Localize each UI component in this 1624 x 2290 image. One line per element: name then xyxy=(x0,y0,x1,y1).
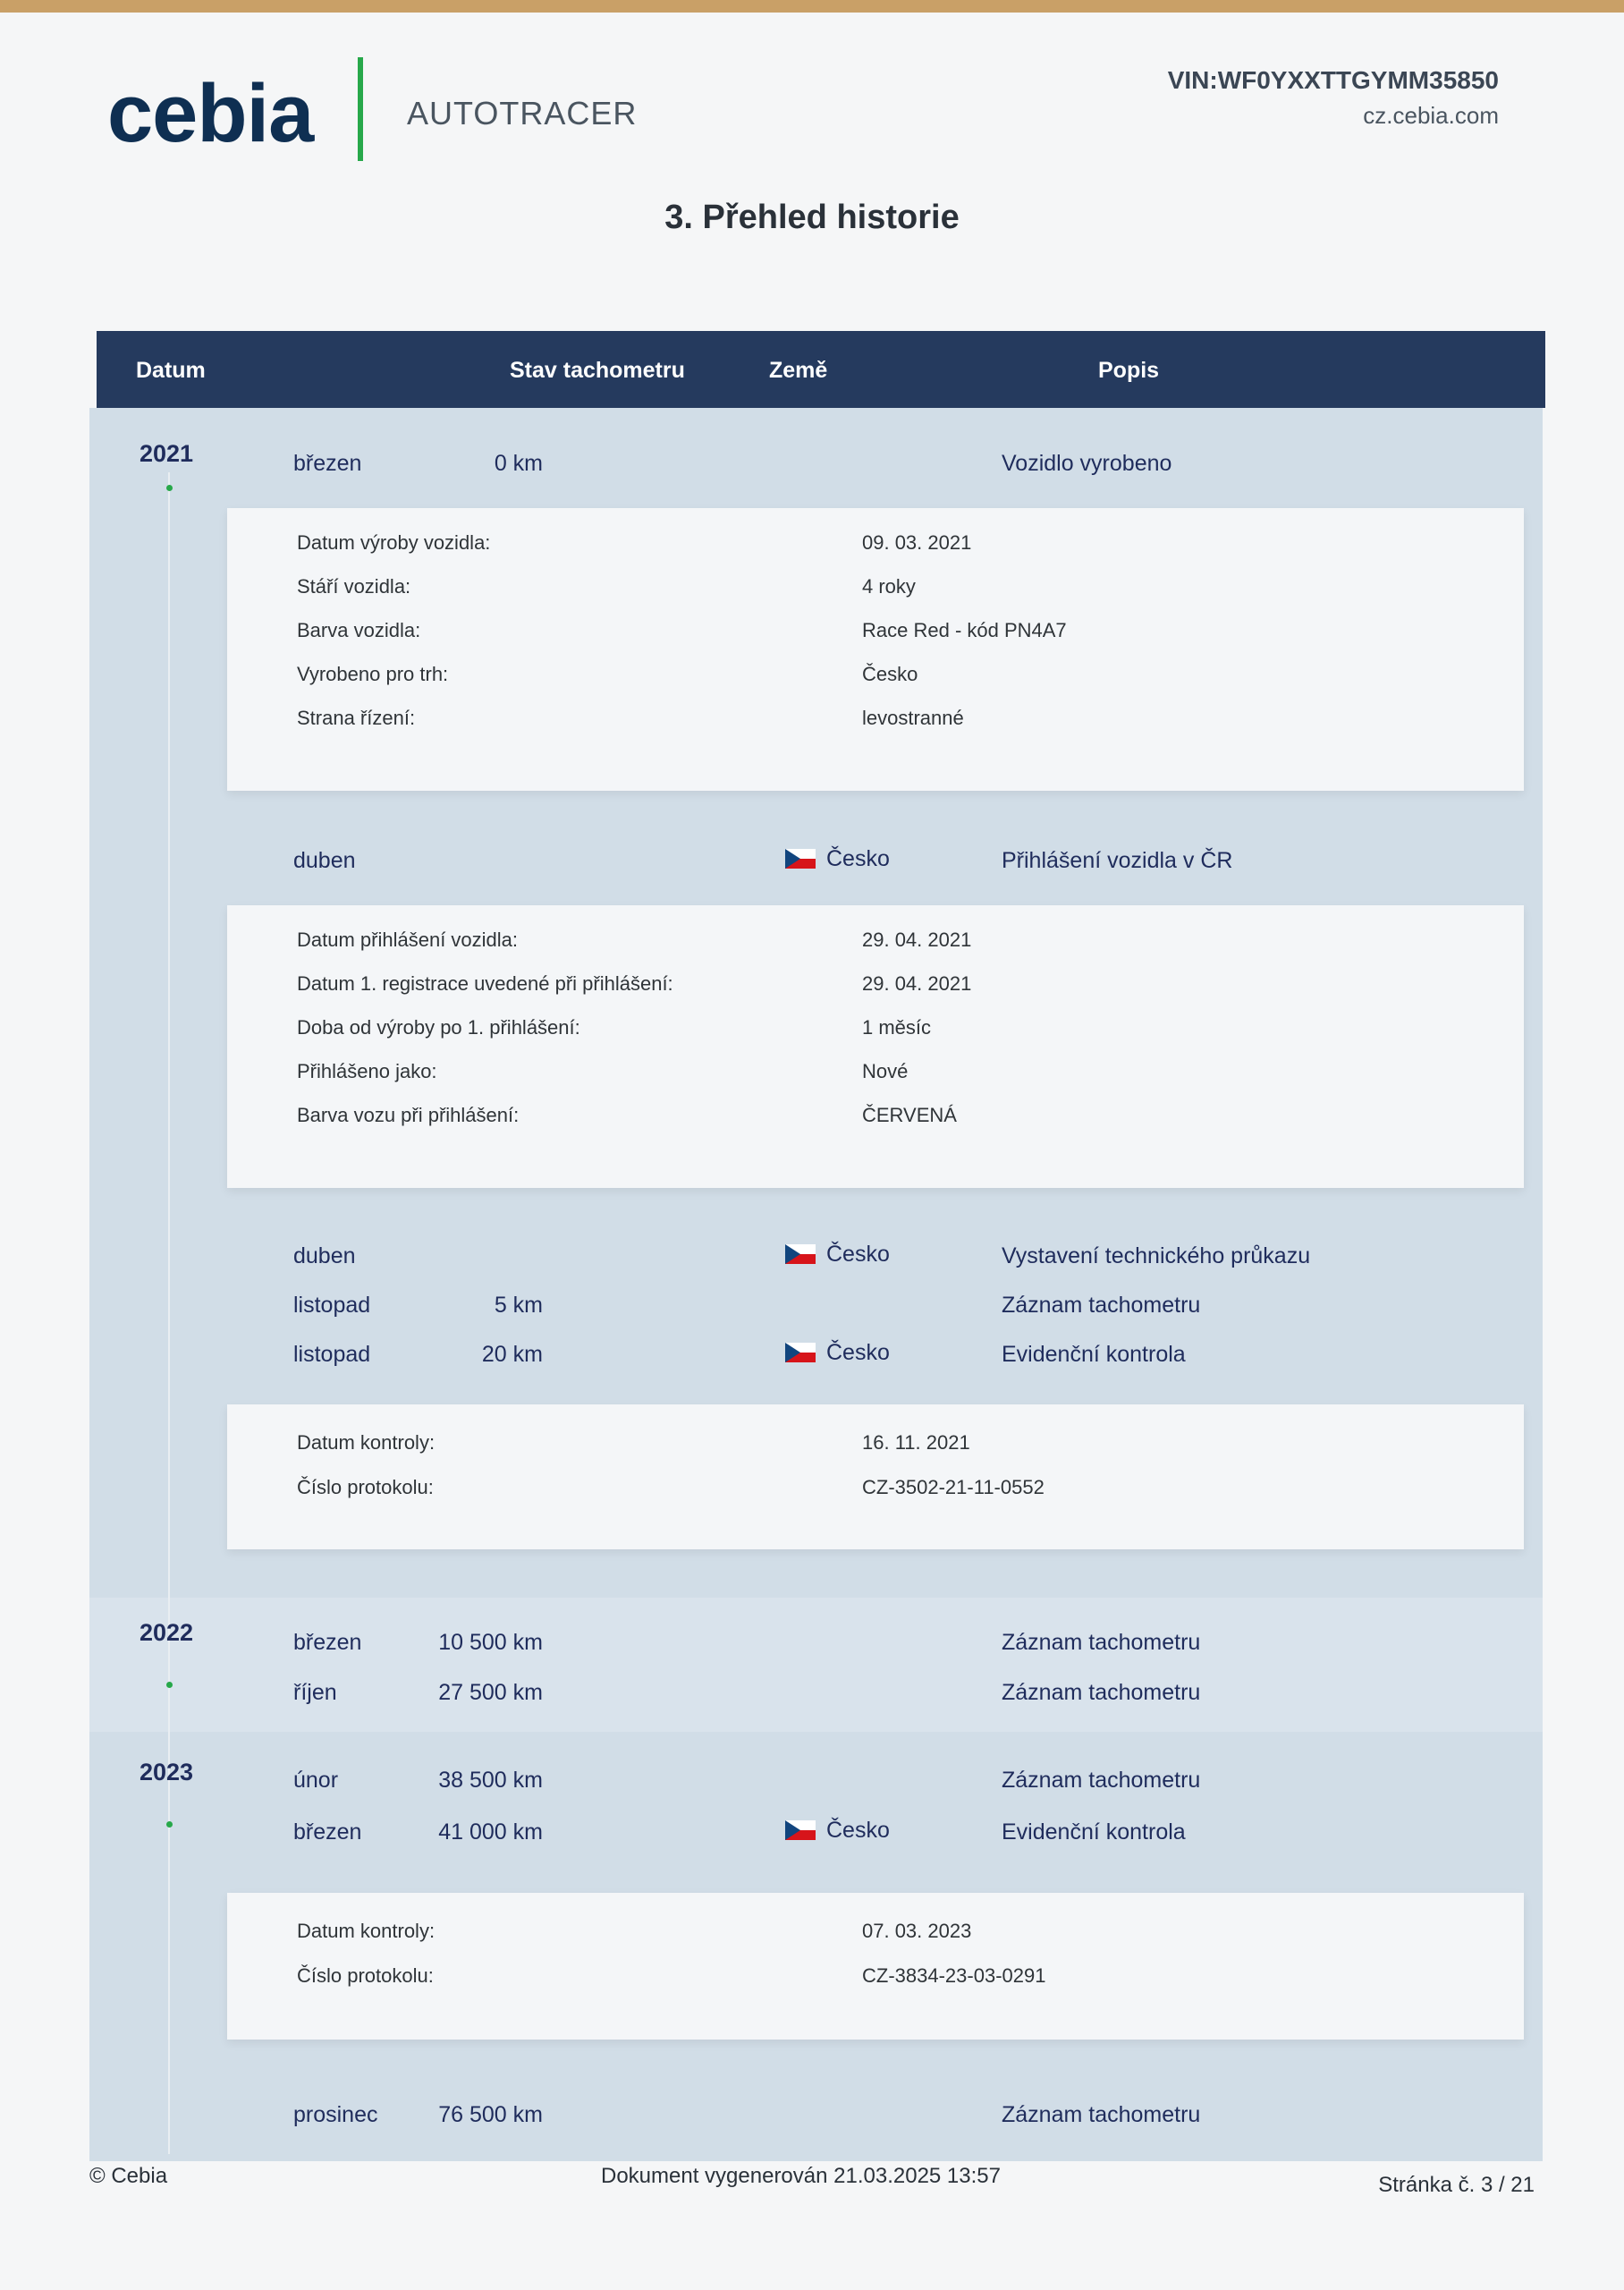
event-month: říjen xyxy=(293,1680,337,1705)
detail-key: Stáří vozidla: xyxy=(297,575,411,598)
country-name: Česko xyxy=(826,846,890,871)
history-row xyxy=(89,1760,1543,1800)
detail-value: 1 měsíc xyxy=(862,1016,932,1039)
detail-value: CZ-3502-21-11-0552 xyxy=(862,1476,1045,1498)
event-month: prosinec xyxy=(293,2102,378,2127)
site-url: cz.cebia.com xyxy=(1363,102,1499,129)
detail-row xyxy=(227,1016,1524,1052)
footer-page-number: Stránka č. 3 / 21 xyxy=(1378,2173,1535,2197)
detail-value: Nové xyxy=(862,1060,909,1082)
timeline-dot-icon xyxy=(166,485,173,491)
history-row xyxy=(89,444,1543,483)
detail-row xyxy=(227,1060,1524,1096)
event-country xyxy=(785,1818,890,1844)
event-description: Vozidlo vyrobeno xyxy=(1002,451,1172,476)
history-row xyxy=(89,1673,1543,1712)
event-odometer: 38 500 km xyxy=(438,1768,543,1793)
event-month: březen xyxy=(293,1630,362,1655)
detail-key: Datum kontroly: xyxy=(297,1431,436,1454)
event-country xyxy=(785,846,890,872)
event-description: Záznam tachometru xyxy=(1002,1768,1201,1793)
history-row xyxy=(89,1623,1543,1662)
event-odometer: 20 km xyxy=(481,1342,543,1367)
year-label-2022: 2022 xyxy=(140,1619,194,1646)
event-month: listopad xyxy=(293,1342,371,1367)
detail-value: 09. 03. 2021 xyxy=(862,531,972,554)
detail-key: Datum přihlášení vozidla: xyxy=(297,929,519,951)
product-name: AUTOTRACER xyxy=(407,95,638,131)
detail-registration xyxy=(227,905,1524,1188)
detail-row xyxy=(227,531,1524,567)
history-row xyxy=(89,1335,1543,1374)
event-odometer: 76 500 km xyxy=(438,2102,543,2127)
detail-inspection-2021 xyxy=(227,1404,1524,1549)
czech-flag-icon xyxy=(785,1244,816,1264)
detail-value: Česko xyxy=(862,663,918,685)
page-title: 3. Přehled historie xyxy=(664,199,960,236)
event-odometer: 41 000 km xyxy=(438,1819,543,1845)
detail-key: Datum výroby vozidla: xyxy=(297,531,491,554)
event-description: Záznam tachometru xyxy=(1002,1680,1201,1705)
detail-value: 29. 04. 2021 xyxy=(862,972,972,995)
column-description: Popis xyxy=(1098,358,1160,383)
event-month: duben xyxy=(293,848,356,873)
event-description: Přihlášení vozidla v ČR xyxy=(1002,848,1233,873)
czech-flag-icon xyxy=(785,849,816,869)
year-label-2021: 2021 xyxy=(140,440,194,467)
footer-copyright: © Cebia xyxy=(89,2164,168,2188)
detail-value: Race Red - kód PN4A7 xyxy=(862,619,1067,641)
country-name: Česko xyxy=(826,1340,890,1365)
history-row xyxy=(89,2095,1543,2134)
event-country xyxy=(785,1340,890,1366)
detail-row xyxy=(227,1964,1524,2000)
event-description: Záznam tachometru xyxy=(1002,2102,1201,2127)
history-table xyxy=(89,408,1543,2161)
detail-row xyxy=(227,1104,1524,1140)
detail-key: Strana řízení: xyxy=(297,707,416,729)
detail-inspection-2023 xyxy=(227,1893,1524,2040)
detail-row xyxy=(227,1431,1524,1467)
detail-row xyxy=(227,707,1524,742)
detail-row xyxy=(227,1920,1524,1955)
event-description: Evidenční kontrola xyxy=(1002,1819,1186,1845)
event-month: březen xyxy=(293,451,362,476)
detail-key: Přihlášeno jako: xyxy=(297,1060,437,1082)
event-month: listopad xyxy=(293,1293,371,1318)
detail-key: Datum kontroly: xyxy=(297,1920,436,1942)
logo-divider xyxy=(358,57,363,161)
country-name: Česko xyxy=(826,1242,890,1267)
vin-number: VIN:WF0YXXTTGYMM35850 xyxy=(1167,66,1499,94)
history-row xyxy=(89,1812,1543,1852)
event-country xyxy=(785,1242,890,1268)
event-description: Vystavení technického průkazu xyxy=(1002,1243,1311,1268)
detail-row xyxy=(227,575,1524,611)
detail-key: Číslo protokolu: xyxy=(297,1964,434,1987)
detail-row xyxy=(227,1476,1524,1512)
detail-key: Číslo protokolu: xyxy=(297,1476,434,1498)
czech-flag-icon xyxy=(785,1343,816,1362)
detail-value: ČERVENÁ xyxy=(862,1104,957,1126)
detail-key: Datum 1. registrace uvedené při přihlášení: xyxy=(297,972,673,995)
footer-generated: Dokument vygenerován 21.03.2025 13:57 xyxy=(601,2164,1001,2188)
czech-flag-icon xyxy=(785,1820,816,1840)
country-name: Česko xyxy=(826,1818,890,1843)
document-page xyxy=(0,13,1624,2290)
year-label-2023: 2023 xyxy=(140,1759,194,1785)
table-header xyxy=(97,331,1545,408)
event-description: Záznam tachometru xyxy=(1002,1293,1201,1318)
logo-text: cebia xyxy=(107,68,314,159)
event-odometer: 0 km xyxy=(494,451,543,476)
event-month: březen xyxy=(293,1819,362,1845)
column-odometer: Stav tachometru xyxy=(510,358,685,383)
detail-row xyxy=(227,619,1524,655)
detail-value: 07. 03. 2023 xyxy=(862,1920,972,1942)
detail-key: Barva vozu při přihlášení: xyxy=(297,1104,520,1126)
detail-value: levostranné xyxy=(862,707,964,729)
event-odometer: 10 500 km xyxy=(438,1630,543,1655)
detail-value: 29. 04. 2021 xyxy=(862,929,972,951)
detail-key: Vyrobeno pro trh: xyxy=(297,663,449,685)
detail-value: 4 roky xyxy=(862,575,916,598)
detail-key: Barva vozidla: xyxy=(297,619,421,641)
event-month: duben xyxy=(293,1243,356,1268)
detail-key: Doba od výroby po 1. přihlášení: xyxy=(297,1016,580,1039)
detail-value: 16. 11. 2021 xyxy=(862,1431,970,1454)
detail-row xyxy=(227,663,1524,699)
history-row xyxy=(89,1236,1543,1276)
detail-value: CZ-3834-23-03-0291 xyxy=(862,1964,1046,1987)
history-row xyxy=(89,841,1543,880)
event-odometer: 27 500 km xyxy=(438,1680,543,1705)
detail-row xyxy=(227,972,1524,1008)
event-month: únor xyxy=(293,1768,339,1793)
column-date: Datum xyxy=(136,358,206,383)
detail-production xyxy=(227,508,1524,791)
history-row xyxy=(89,1285,1543,1325)
event-description: Evidenční kontrola xyxy=(1002,1342,1186,1367)
column-country: Země xyxy=(769,358,828,383)
detail-row xyxy=(227,929,1524,964)
event-description: Záznam tachometru xyxy=(1002,1630,1201,1655)
event-odometer: 5 km xyxy=(494,1293,543,1318)
